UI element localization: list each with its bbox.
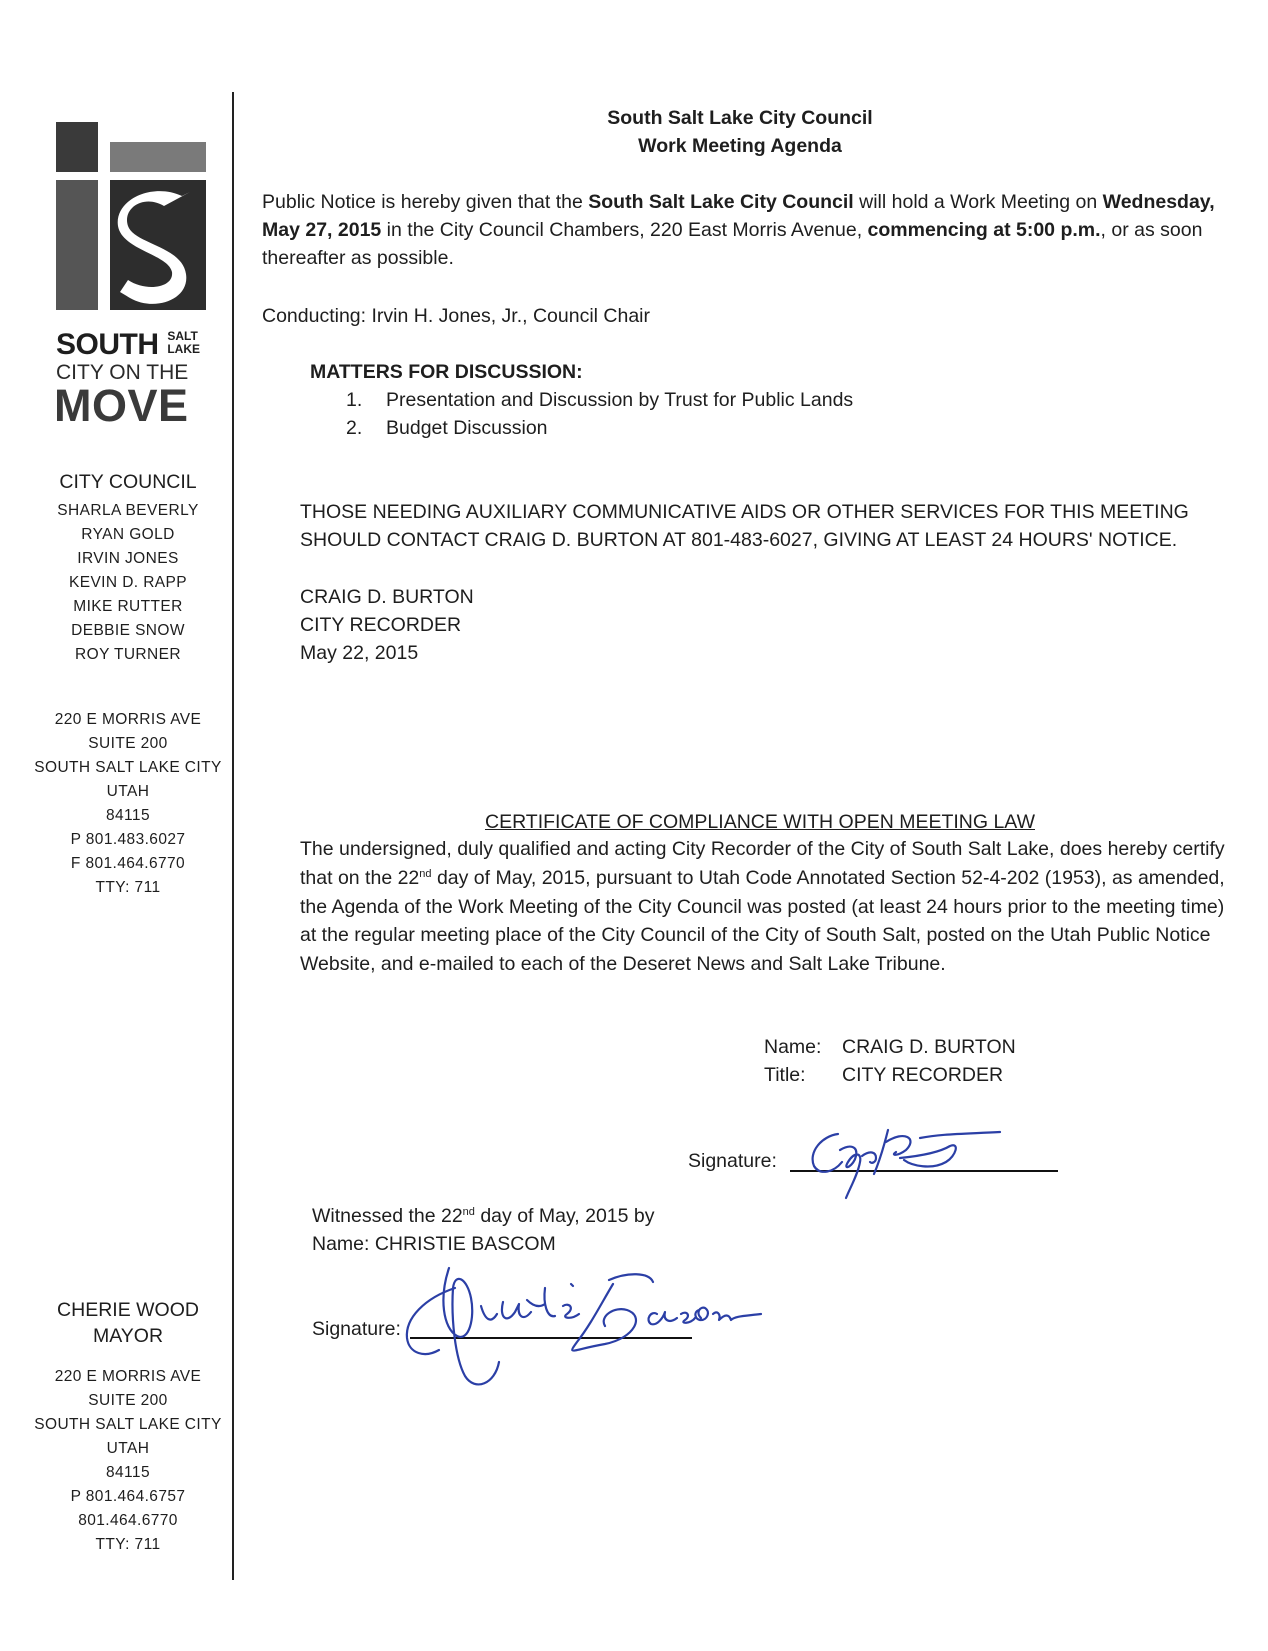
address-line: 84115 xyxy=(106,807,150,824)
aux-line: THOSE NEEDING AUXILIARY COMMUNICATIVE AIDS OR OTHER SERVICES FOR THIS MEETING xyxy=(300,501,1189,523)
cert-sup: nd xyxy=(419,867,432,880)
address-line: F 801.464.6770 xyxy=(70,855,186,872)
logo-south-text: SOUTH xyxy=(56,328,159,361)
logo-lake: LAKE xyxy=(167,342,200,356)
address-line: TTY: 711 xyxy=(95,1536,161,1553)
logo-salt-lake-text xyxy=(167,330,200,356)
signer-title-label: Title: xyxy=(764,1064,806,1086)
signer-title-row xyxy=(764,1061,1003,1089)
address-line: 220 E MORRIS AVE xyxy=(54,1368,202,1385)
council-member: ROY TURNER xyxy=(75,646,181,663)
agenda-item xyxy=(346,414,548,442)
address-line: 801.464.6770 xyxy=(78,1512,178,1529)
address-line: 220 E MORRIS AVE xyxy=(54,711,202,728)
certificate-body xyxy=(300,835,1230,979)
address-line: TTY: 711 xyxy=(95,879,161,896)
cert-text: The undersigned, duly qualified and acting City Recorder of the City of South Salt Lake, does hereby certify that on the 22 xyxy=(300,838,1225,889)
witness-line xyxy=(312,1202,655,1230)
logo-salt: SALT xyxy=(167,329,198,343)
mayor-block xyxy=(28,1297,228,1557)
council-member: DEBBIE SNOW xyxy=(71,622,185,639)
council-member: SHARLA BEVERLY xyxy=(57,502,199,519)
witness-text: day of May, 2015 by xyxy=(474,1205,655,1227)
recorder-name: CRAIG D. BURTON xyxy=(300,586,474,608)
logo-wordmark xyxy=(56,328,206,362)
address-line: P 801.464.6757 xyxy=(70,1488,186,1505)
notice-text: in the City Council Chambers, 220 East Morris Avenue, xyxy=(381,219,868,241)
signer-name-label: Name: xyxy=(764,1036,822,1058)
public-notice xyxy=(262,188,1222,272)
notice-text: will hold a Work Meeting on xyxy=(853,191,1103,213)
witness-sup: nd xyxy=(462,1206,475,1218)
witness-signature-icon xyxy=(395,1258,765,1398)
council-member: MIKE RUTTER xyxy=(73,598,183,615)
address-line: SOUTH SALT LAKE CITY xyxy=(34,759,222,776)
notice-bold: commencing at 5:00 p.m. xyxy=(867,219,1101,241)
notice-text: Public Notice is hereby given that the xyxy=(262,191,589,213)
title-line-1: South Salt Lake City Council xyxy=(607,107,873,129)
witness-name: Name: CHRISTIE BASCOM xyxy=(312,1233,556,1255)
witness-signature-label: Signature: xyxy=(312,1318,401,1340)
notice-bold: Wednesday, May 27, 2015 xyxy=(262,191,1215,241)
conducting-line: Conducting: Irvin H. Jones, Jr., Council Chair xyxy=(262,305,651,327)
council-heading: CITY COUNCIL xyxy=(59,471,197,493)
cert-text: day of May, 2015, pursuant to Utah Code Annotated Section 52-4-202 (1953), as amended, the Agenda of the Work Meeting of the City Council was posted (at least 24 hours prior to the meeting time) at the regular meeting place of the City Council of the City of South Salt, posted on the Utah Public Notice Website, and e-mailed to each of the Deseret News and Salt Lake Tribune. xyxy=(300,866,1225,976)
notice-text: , or as soon thereafter as possible. xyxy=(262,219,1203,269)
aux-line: SHOULD CONTACT CRAIG D. BURTON AT 801-483-6027, GIVING AT LEAST 24 HOURS' NOTICE. xyxy=(300,529,1178,551)
sidebar-divider xyxy=(232,92,234,1580)
logo-move: MOVE xyxy=(54,380,189,431)
agenda-title xyxy=(400,104,1080,160)
item-text: Presentation and Discussion by Trust for Public Lands xyxy=(386,389,854,411)
item-number: 2. xyxy=(346,417,363,439)
address-line: UTAH xyxy=(106,1440,150,1457)
recorder-signature-label: Signature: xyxy=(688,1150,777,1172)
address-line: P 801.483.6027 xyxy=(70,831,186,848)
signer-name-value: CRAIG D. BURTON xyxy=(842,1036,1016,1058)
auxiliary-aids-notice xyxy=(300,498,1200,554)
title-line-2: Work Meeting Agenda xyxy=(638,135,842,157)
matters-heading: MATTERS FOR DISCUSSION: xyxy=(310,361,583,383)
recorder-signature-icon xyxy=(800,1122,1020,1212)
agenda-item xyxy=(346,386,853,414)
logo-city-on-the: CITY ON THE xyxy=(56,361,189,384)
notice-bold: South Salt Lake City Council xyxy=(588,191,854,213)
certificate-heading: CERTIFICATE OF COMPLIANCE WITH OPEN MEETING LAW xyxy=(484,811,1035,833)
council-list xyxy=(28,469,228,667)
council-address xyxy=(28,708,228,900)
witness-text: Witnessed the 22 xyxy=(312,1205,463,1227)
address-line: UTAH xyxy=(106,783,150,800)
recorder-date: May 22, 2015 xyxy=(300,642,419,664)
recorder-title: CITY RECORDER xyxy=(300,614,462,636)
signer-title-value: CITY RECORDER xyxy=(842,1064,1004,1086)
mayor-title: MAYOR xyxy=(92,1325,164,1347)
council-member: IRVIN JONES xyxy=(77,550,179,567)
item-number: 1. xyxy=(346,389,363,411)
council-member: KEVIN D. RAPP xyxy=(68,574,188,591)
item-text: Budget Discussion xyxy=(386,417,548,439)
address-line: SOUTH SALT LAKE CITY xyxy=(34,1416,222,1433)
address-line: SUITE 200 xyxy=(88,1392,168,1409)
signer-name-row xyxy=(764,1033,1016,1061)
address-line: SUITE 200 xyxy=(88,735,168,752)
mayor-name: CHERIE WOOD xyxy=(57,1299,199,1321)
address-line: 84115 xyxy=(106,1464,150,1481)
council-member: RYAN GOLD xyxy=(81,526,175,543)
